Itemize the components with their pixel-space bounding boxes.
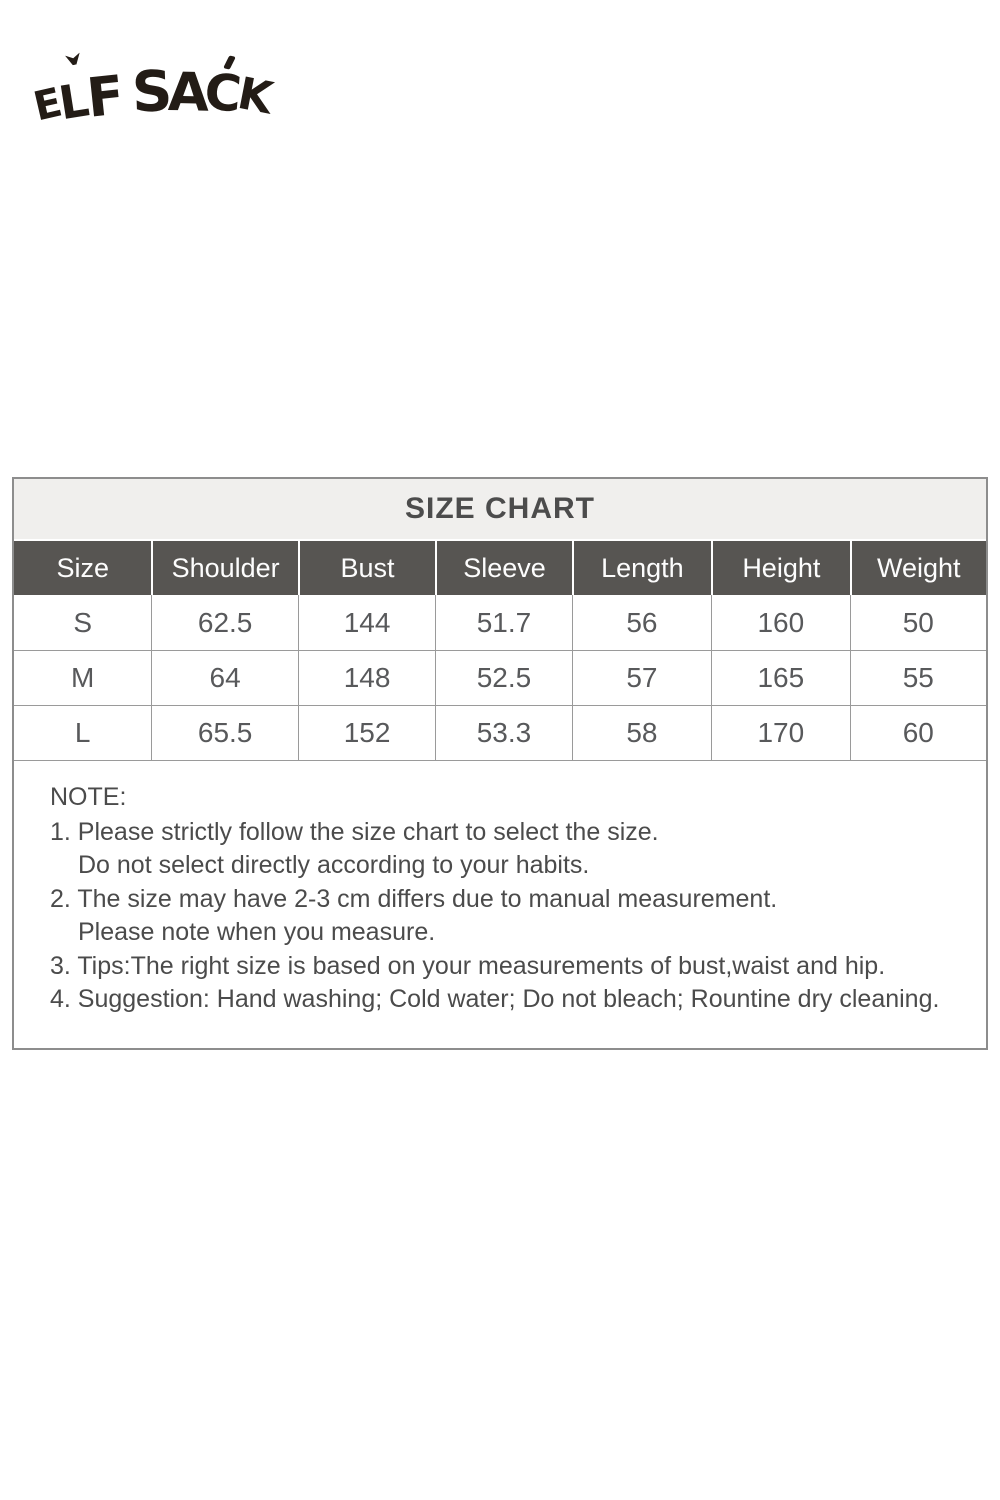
note-heading: NOTE: bbox=[50, 783, 127, 811]
note-line-3: 3. Tips:The right size is based on your measurements of bust,waist and hip. bbox=[50, 951, 886, 980]
column-header-sleeve: Sleeve bbox=[435, 541, 571, 595]
logo-letter-f: F bbox=[83, 62, 125, 130]
row-s-bust: 144 bbox=[298, 595, 435, 650]
note-line-1: 1. Please strictly follow the size chart to select the size. bbox=[50, 817, 659, 846]
row-l-size-label: L bbox=[14, 705, 151, 760]
size-chart-title-band bbox=[14, 479, 986, 541]
row-m-sleeve: 52.5 bbox=[435, 650, 571, 705]
size-chart-header-row bbox=[14, 541, 986, 595]
row-s-size-label: S bbox=[14, 595, 151, 650]
row-m-shoulder: 64 bbox=[151, 650, 297, 705]
row-l-shoulder: 65.5 bbox=[151, 705, 297, 760]
note-line-1b: Do not select directly according to your habits. bbox=[78, 851, 590, 879]
row-m-bust: 148 bbox=[298, 650, 435, 705]
row-s-sleeve: 51.7 bbox=[435, 595, 571, 650]
row-l-bust: 152 bbox=[298, 705, 435, 760]
row-m-size-label: M bbox=[14, 650, 151, 705]
row-l-sleeve: 53.3 bbox=[435, 705, 571, 760]
logo-letter-e: E bbox=[29, 79, 65, 131]
row-s-length: 56 bbox=[572, 595, 711, 650]
column-header-height: Height bbox=[711, 541, 849, 595]
column-header-shoulder: Shoulder bbox=[151, 541, 297, 595]
note-line-2: 2. The size may have 2-3 cm differs due to manual measurement. bbox=[50, 884, 778, 913]
row-m-length: 57 bbox=[572, 650, 711, 705]
row-m-weight: 55 bbox=[850, 650, 986, 705]
row-s-height: 160 bbox=[711, 595, 849, 650]
brand-logo bbox=[29, 40, 275, 132]
size-chart-body bbox=[14, 595, 986, 760]
note-line-4: 4. Suggestion: Hand washing; Cold water; Do not bleach; Rountine dry cleaning. bbox=[50, 985, 940, 1013]
logo-letter-k: K bbox=[233, 67, 275, 124]
row-s-shoulder: 62.5 bbox=[151, 595, 297, 650]
logo-letter-a: A bbox=[167, 61, 208, 124]
logo-letters bbox=[29, 58, 275, 131]
column-header-weight: Weight bbox=[850, 541, 986, 595]
row-l-length: 58 bbox=[572, 705, 711, 760]
row-l-height: 170 bbox=[711, 705, 849, 760]
row-s-weight: 50 bbox=[850, 595, 986, 650]
row-m-height: 165 bbox=[711, 650, 849, 705]
row-l-weight: 60 bbox=[850, 705, 986, 760]
column-header-size: Size bbox=[14, 541, 151, 595]
size-chart-title: SIZE CHART bbox=[405, 492, 595, 525]
logo-letter-l: L bbox=[55, 72, 91, 130]
logo-letter-c: C bbox=[202, 62, 242, 124]
logo-letter-s: S bbox=[130, 58, 171, 126]
column-header-bust: Bust bbox=[298, 541, 435, 595]
logo-accent-mark-icon bbox=[65, 53, 82, 67]
note-section bbox=[14, 760, 986, 1048]
column-header-length: Length bbox=[572, 541, 711, 595]
size-chart-panel bbox=[12, 477, 988, 1050]
note-line-2b: Please note when you measure. bbox=[78, 918, 436, 946]
